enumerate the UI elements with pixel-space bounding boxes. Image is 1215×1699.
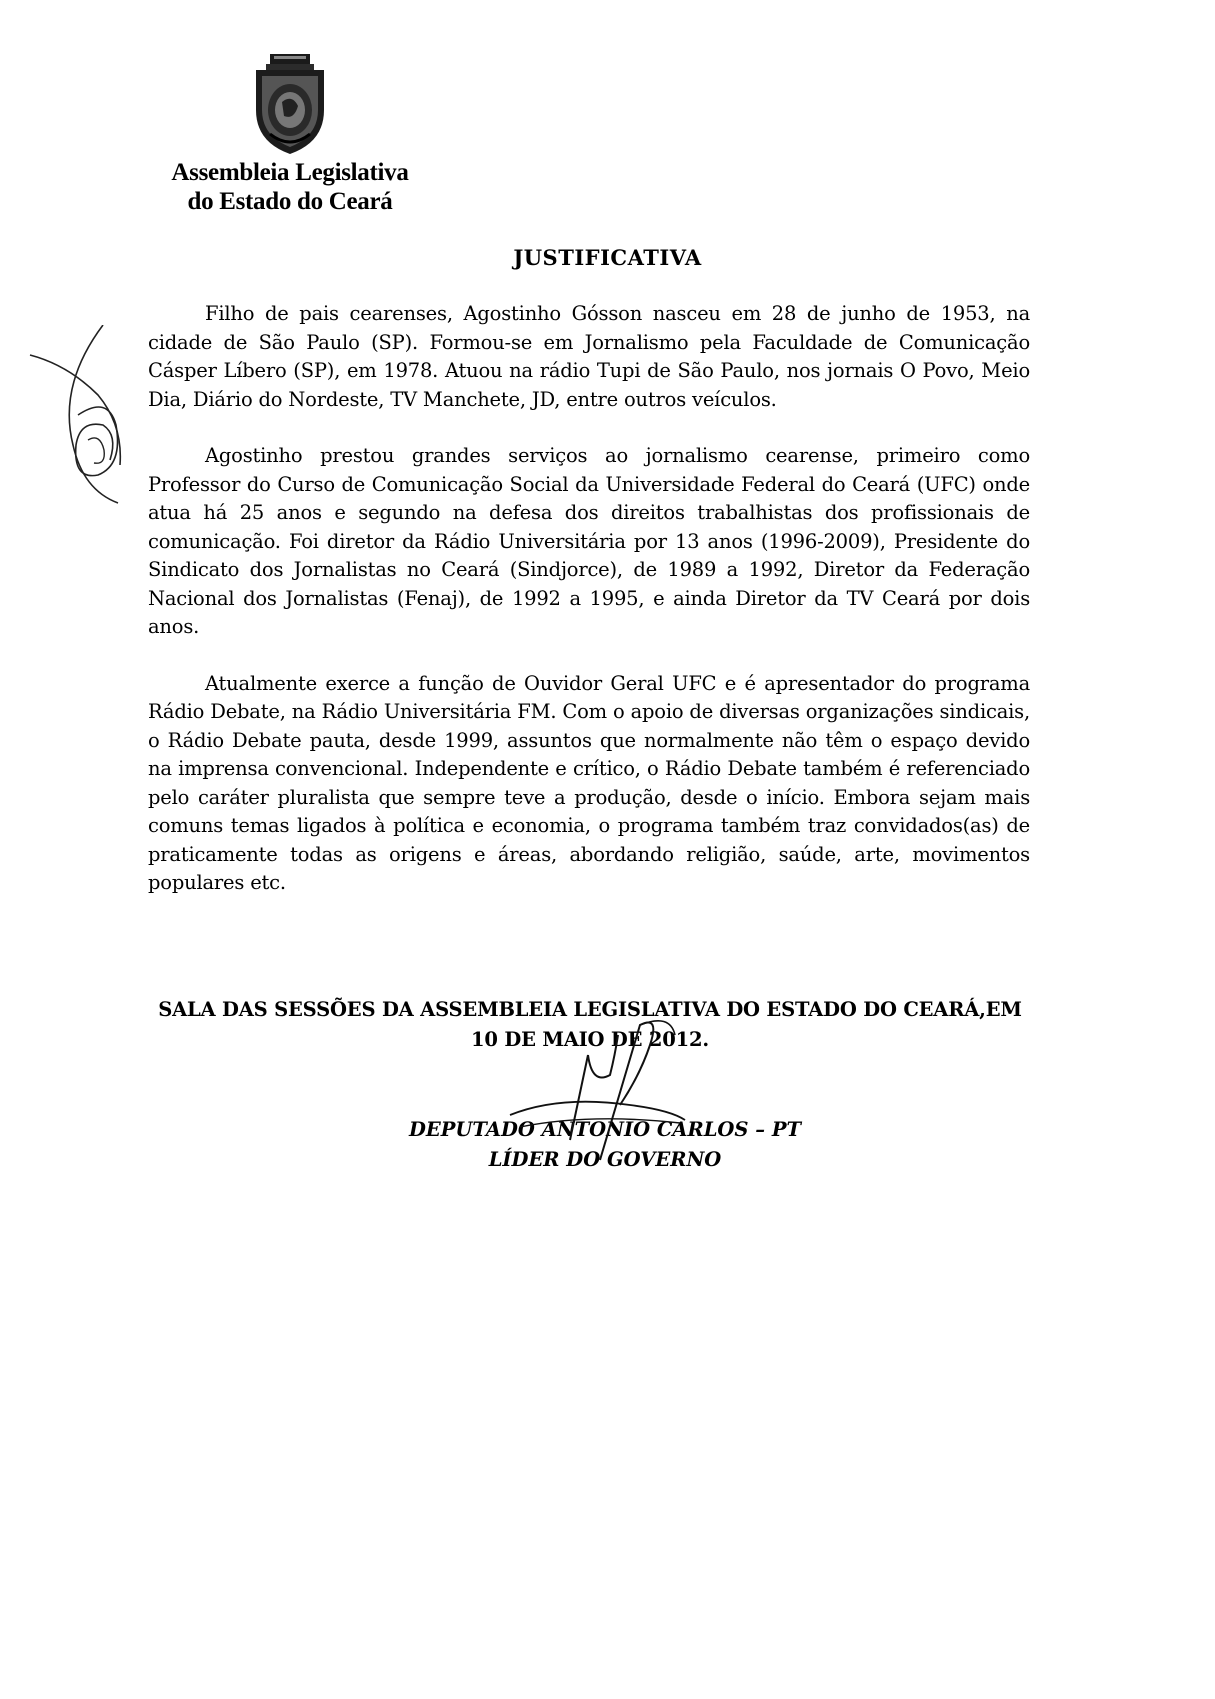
closing-line-1: SALA DAS SESSÕES DA ASSEMBLEIA LEGISLATIVA DO ESTADO DO CEARÁ,EM [158,998,1022,1021]
paragraph-1: Filho de pais cearenses, Agostinho Gósson nasceu em 28 de junho de 1953, na cidade de São Paulo (SP). Formou-se em Jornalismo pela Faculdade de Comunicação Cásper Líbero (SP), em 1978. Atuou na rádio Tupi de São Paulo, nos jornais O Povo, Meio Dia, Diário do Nordeste, TV Manchete, JD, entre outros veículos. [148,302,1030,411]
handwritten-signature [500,1015,700,1165]
closing-date: 10 DE MAIO DE 2012. [471,1028,709,1051]
ceara-coat-of-arms-icon [248,50,332,158]
handwritten-initials-mark [28,325,138,505]
institution-line-1: Assembleia Legislativa [171,159,409,186]
justification-body [148,300,1030,926]
document-title: JUSTIFICATIVA [513,245,702,270]
signatory-name: DEPUTADO ANTONIO CARLOS – PT [408,1118,801,1141]
institution-line-2: do Estado do Ceará [187,188,393,215]
institution-name [140,158,440,216]
paragraph-2: Agostinho prestou grandes serviços ao jornalismo cearense, primeiro como Professor do Curso de Comunicação Social da Universidade Federal do Ceará (UFC) onde atua há 25 anos e segundo na defesa dos direitos trabalhistas dos profissionais de comunicação. Foi diretor da Rádio Universitária por 13 anos (1996-2009), Presidente do Sindicato dos Jornalistas no Ceará (Sindjorce), de 1989 a 1992, Diretor da Federação Nacional dos Jornalistas (Fenaj), de 1992 a 1995, e ainda Diretor da TV Ceará por dois anos. [148,444,1030,638]
signatory-role: LÍDER DO GOVERNO [488,1148,722,1171]
paragraph-3: Atualmente exerce a função de Ouvidor Geral UFC e é apresentador do programa Rádio Debate, na Rádio Universitária FM. Com o apoio de diversas organizações sindicais, o Rádio Debate pauta, desde 1999, assuntos que normalmente não têm o espaço devido na imprensa convencional. Independente e crítico, o Rádio Debate também é referenciado pelo caráter pluralista que sempre teve a produção, desde o início. Embora sejam mais comuns temas ligados à política e economia, o programa também traz convidados(as) de praticamente todas as origens e áreas, abordando religião, saúde, arte, movimentos populares etc. [148,671,1030,894]
